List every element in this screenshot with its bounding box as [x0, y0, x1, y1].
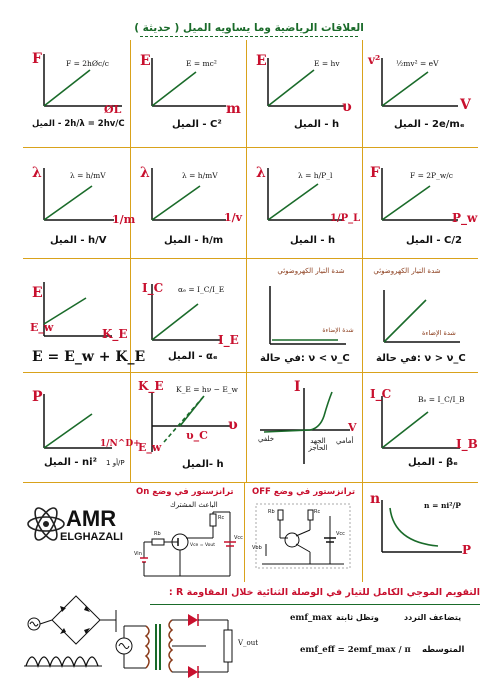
grid-divider — [23, 482, 478, 483]
graph-cell-energy-mass — [138, 48, 242, 144]
y-axis-label: E — [256, 53, 267, 69]
title-text: العلاقات الرياضية وما يساويه الميل ( حديثة ) — [134, 22, 364, 34]
slope-text: 2/C - الميل — [406, 235, 462, 246]
line1-a: يتضاعف التردد — [404, 613, 462, 622]
x-axis-label: 1/m — [112, 213, 136, 226]
rc-label: Rc — [314, 509, 321, 515]
graph-cell-photocurrent-below — [254, 264, 358, 370]
grid-divider — [362, 482, 363, 582]
grid-divider — [23, 372, 478, 373]
y-axis-label: λ — [256, 165, 266, 181]
y-axis-label: I_C — [142, 281, 164, 295]
y-axis-label: E — [140, 53, 151, 69]
x-axis-label: I_E — [218, 333, 239, 347]
vce-label: Vce = Vout — [190, 543, 216, 548]
vout-label: V_out — [238, 639, 259, 647]
line1-b: وتظل ثابتة — [336, 613, 379, 622]
graph-cell-wavelength-inverse-momentum — [254, 158, 361, 254]
slope-text: 2h/λ = 2hv/C - الميل — [32, 119, 125, 129]
x-intercept-label: υ_C — [186, 429, 208, 442]
circuit-schematic — [134, 486, 244, 582]
x-axis-label: V — [348, 421, 357, 434]
y-axis-label: I_C — [370, 387, 392, 401]
graph-cell-energy-kinetic — [30, 270, 146, 370]
x-axis-label: P — [462, 543, 472, 557]
grid-divider — [244, 482, 245, 582]
logo-main: AMR — [66, 506, 117, 531]
vcc-label: Vcc — [336, 531, 345, 537]
x-axis-label: 1/N^D+ — [100, 439, 141, 449]
x-axis-label: شدة الإضاءة — [422, 329, 456, 337]
graph-cell-wavelength-inverse-mass — [30, 158, 136, 254]
graph-cell-holes — [30, 384, 141, 482]
vbb-label: Vbb — [252, 545, 262, 551]
vcc-label: Vcc — [234, 535, 243, 541]
x-axis-label: υ — [342, 99, 352, 115]
graph-axes — [254, 380, 358, 480]
x-axis-label: m — [226, 101, 241, 117]
reverse-label: خلفي — [258, 435, 275, 443]
transistor-on-diagram — [134, 486, 244, 582]
graph-cell-velocity-voltage — [368, 48, 476, 144]
rc-label: Rc — [218, 515, 225, 521]
graph-cell-diode-iv — [254, 380, 358, 480]
slope-text: h -الميل — [182, 459, 224, 470]
y-axis-label: K_E — [138, 379, 164, 393]
x-axis-label: I_B — [456, 437, 478, 451]
equation: λ = h/mV — [182, 171, 218, 180]
x-axis-label: P_w — [452, 211, 478, 225]
slope-text: αₑ - الميل — [168, 351, 218, 362]
graph-cell-force-power — [368, 158, 476, 254]
caption: ν < ν_C :في حالة — [260, 353, 350, 364]
y-axis-label: n — [370, 491, 381, 507]
y-axis-label: v² — [368, 53, 381, 67]
title-underline — [140, 36, 358, 37]
equation: Bₑ = I_C/I_B — [418, 395, 465, 404]
x-axis-label: υ — [228, 417, 238, 433]
graph-cell-photocurrent-above — [368, 264, 476, 370]
rb-label: Rb — [268, 509, 275, 515]
line2-a: المتوسطه — [422, 645, 465, 655]
y-axis-label: F — [370, 165, 380, 181]
equation: E = hv — [314, 59, 340, 68]
y-axis-label: شدة التيار الكهروضوئي — [277, 267, 345, 275]
heading-underline — [150, 604, 480, 605]
vin-label: Vin — [134, 551, 142, 557]
page-title — [0, 22, 498, 34]
equation: F = 2P_w/c — [410, 171, 453, 180]
equation: ½mv² = eV — [396, 59, 439, 68]
graph-cell-force-photon — [30, 48, 126, 144]
graph-cell-beta — [368, 382, 476, 480]
grid-divider — [246, 40, 247, 482]
logo-sub: ELGHAZALI — [60, 531, 123, 543]
x-axis-label: شدة الإضاءة — [322, 327, 354, 334]
y-intercept-label: E_w — [138, 441, 162, 454]
transformer-circuit — [110, 606, 280, 696]
equation: K_E = hν − E_w — [176, 385, 238, 394]
y-axis-label: λ — [32, 165, 42, 181]
equation: αₑ = I_C/I_E — [178, 285, 225, 294]
slope-text: 2e/mₑ - الميل — [394, 119, 465, 130]
slope-text: h - الميل — [294, 119, 340, 130]
grid-divider — [362, 40, 363, 482]
equation: E = E_w + K_E — [32, 349, 146, 365]
line1-c: emf_max — [290, 613, 332, 623]
x-axis-label: K_E — [102, 327, 128, 341]
x-axis-label: V — [460, 97, 471, 113]
on-subtitle: الباعث المشترك — [170, 501, 218, 509]
y-axis-label: I — [294, 379, 301, 395]
y-axis-label: E — [32, 285, 43, 301]
alt-label: أو 1/P — [106, 459, 125, 467]
grid-divider — [130, 40, 131, 482]
x-axis-label: ØL — [104, 103, 122, 116]
on-title: ترانزستور في وضع On — [136, 487, 234, 497]
rb-label: Rb — [154, 531, 161, 537]
graph-cell-electron-hole — [368, 488, 476, 582]
logo — [26, 502, 132, 562]
slope-text: βₑ - الميل — [408, 457, 458, 468]
equation: n = ni²/P — [424, 501, 461, 510]
slope-text: h/m - الميل — [164, 235, 224, 246]
y-axis-label: شدة التيار الكهروضوئي — [373, 267, 441, 275]
transformer-schematic — [110, 606, 280, 696]
y-intercept-label: E_w — [30, 321, 54, 334]
graph-cell-wavelength-inverse-velocity — [138, 158, 242, 254]
x-axis-label: 1/P_L — [330, 213, 361, 224]
y-axis-label: P — [32, 389, 43, 405]
grid-divider — [23, 258, 478, 259]
y-axis-label: F — [32, 51, 42, 67]
slope-text: h - الميل — [290, 235, 336, 246]
graph-cell-alpha — [138, 270, 242, 370]
slope-text: ni² - الميل — [44, 457, 97, 468]
grid-divider — [23, 147, 478, 148]
off-title: ترانزستور في وضع OFF — [252, 487, 356, 497]
line2-b: emf_eff = 2emf_max / π — [300, 645, 411, 655]
barrier-label: الجهد الحاجز — [308, 437, 328, 452]
y-axis-label: λ — [140, 165, 150, 181]
equation: E = mc² — [186, 59, 217, 68]
equation: λ = h/P_l — [298, 171, 333, 180]
transistor-off-diagram — [248, 486, 360, 582]
slope-text: h/V - الميل — [50, 235, 107, 246]
forward-label: أمامي — [336, 437, 354, 445]
x-axis-label: 1/v — [224, 211, 243, 224]
caption: ν > ν_C :في حالة — [376, 353, 466, 364]
graph-cell-kinetic-frequency — [138, 378, 242, 482]
equation: F = 2hØc/c — [66, 59, 109, 68]
rectifier-heading: التقويم الموجي الكامل للتيار في الوصلة الثنائية خلال المقاومة R : — [168, 587, 480, 598]
slope-text: C² - الميل — [172, 119, 222, 130]
graph-cell-energy-frequency — [254, 48, 358, 144]
equation: λ = h/mV — [70, 171, 106, 180]
